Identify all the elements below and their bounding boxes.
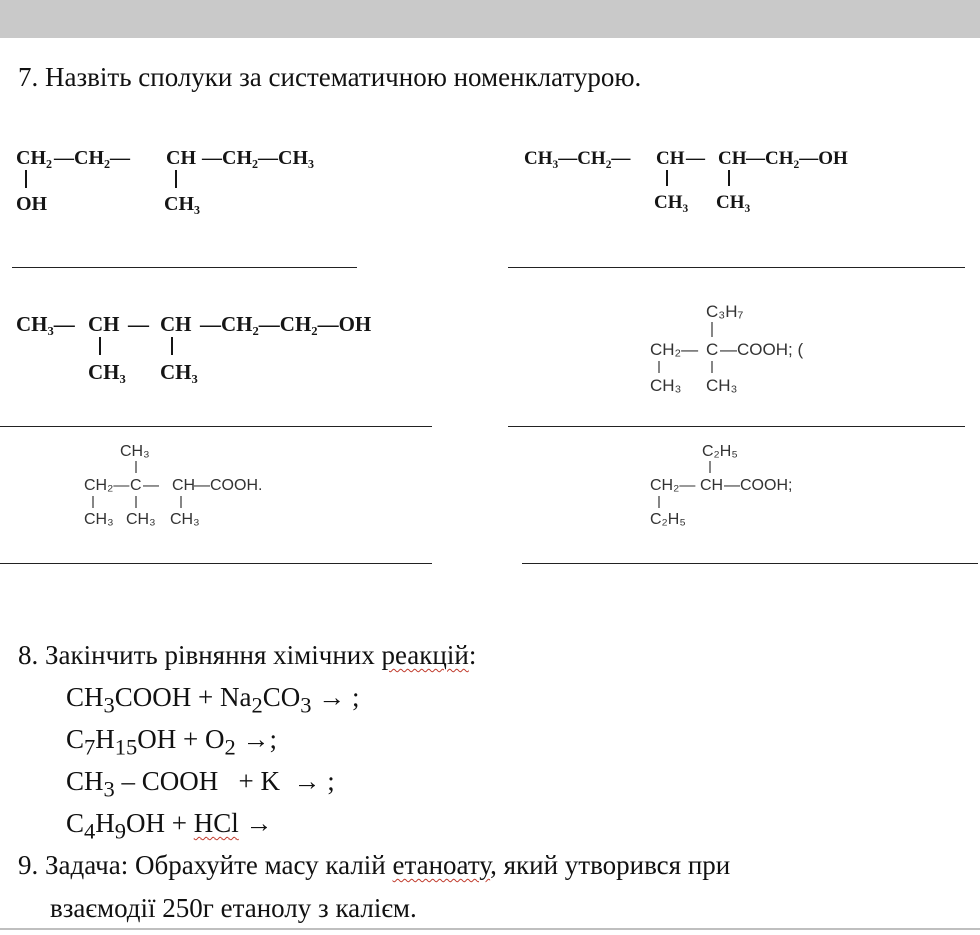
s2-ch3-a: CH₃ xyxy=(654,192,689,213)
answer-line-2 xyxy=(508,267,965,268)
answer-line-5 xyxy=(0,563,432,564)
s4-top: C₃H₇ xyxy=(706,302,744,321)
s5-top: CH₃ xyxy=(120,443,150,460)
s1-oh: OH xyxy=(16,193,48,215)
s2-dash: — xyxy=(686,148,705,169)
answer-line-4 xyxy=(508,426,965,427)
answer-line-1 xyxy=(12,267,357,268)
s6-ch2: CH₂— xyxy=(650,477,696,494)
s1-ch: CH xyxy=(166,147,196,169)
s1-ch2: —CH₂— xyxy=(54,147,130,169)
s2-ch-b: CH xyxy=(718,148,747,169)
s6-c2h5: C₂H₅ xyxy=(650,511,686,528)
top-gray-bar xyxy=(0,0,980,38)
s6-top: C₂H₅ xyxy=(702,443,738,460)
s3-ch3-b: CH₃ xyxy=(160,360,198,384)
task-9-line-1: 9. Задача: Обрахуйте масу калій етаноату, який утворився при xyxy=(18,850,731,880)
task-7-title: 7. Назвіть сполуки за систематичною номенклатурою. xyxy=(18,62,642,92)
s5-ch2: CH₂— xyxy=(84,477,130,494)
bottom-edge xyxy=(0,928,980,935)
structure-4 xyxy=(650,297,850,412)
equation-4: $C_4H_9OH$ + HCl → xyxy=(66,808,273,844)
structure-2 xyxy=(524,140,904,225)
s5-ch3-a: CH₃ xyxy=(84,511,114,528)
structure-5 xyxy=(84,440,304,545)
s2-head: CH₃—CH₂— xyxy=(524,148,631,169)
s5-tail: —COOH. xyxy=(194,477,263,494)
structure-6 xyxy=(650,440,850,545)
task-8-title: 8. Закінчить рівняння хімічних реакцій: xyxy=(18,640,477,670)
s5-ch3-b: CH₃ xyxy=(126,511,156,528)
s4-ch3-b: CH₃ xyxy=(706,376,738,395)
s4-ch2: CH₂— xyxy=(650,340,699,359)
s1-ch3: CH₃ xyxy=(164,193,200,215)
equation-3: $CH_3$ – COOH + K → ; xyxy=(66,766,335,802)
s3-ch3-a: CH₃ xyxy=(88,360,126,384)
s4-ch3-a: CH₃ xyxy=(650,376,682,395)
s2-ch3-b: CH₃ xyxy=(716,192,751,213)
task-9-line-2: взаємодії 250г етанолу з калієм. xyxy=(50,893,417,923)
s5-ch: CH xyxy=(172,477,196,494)
answer-line-6 xyxy=(522,563,978,564)
equation-2: $C_7H_{15}OH + O_2$ →; xyxy=(66,724,278,760)
answer-line-3 xyxy=(0,426,432,427)
s3-dash: — xyxy=(128,312,149,336)
s3-tail: —CH₂—CH₂—OH xyxy=(200,312,372,336)
s3-ch-b: CH xyxy=(160,312,192,336)
structure-1 xyxy=(14,140,374,225)
s6-tail: —COOH; xyxy=(724,477,793,494)
s4-c: C xyxy=(706,340,719,359)
s5-dash: — xyxy=(143,477,159,494)
s1-tail: —CH₂—CH₃ xyxy=(202,147,314,169)
s3-head: CH₃— xyxy=(16,312,75,336)
s2-tail: —CH₂—OH xyxy=(746,148,848,169)
s1-ch2-oh: CH₂ xyxy=(16,147,52,169)
s5-ch3-c: CH₃ xyxy=(170,511,200,528)
s4-tail: —COOH; ( xyxy=(720,340,804,359)
structure-3 xyxy=(14,305,434,400)
s5-c: C xyxy=(130,477,142,494)
s2-ch-a: CH xyxy=(656,148,685,169)
equation-1: $CH_3COOH + Na_2CO_3$ → ; xyxy=(66,682,360,718)
s3-ch-a: CH xyxy=(88,312,120,336)
s6-ch: CH xyxy=(700,477,724,494)
